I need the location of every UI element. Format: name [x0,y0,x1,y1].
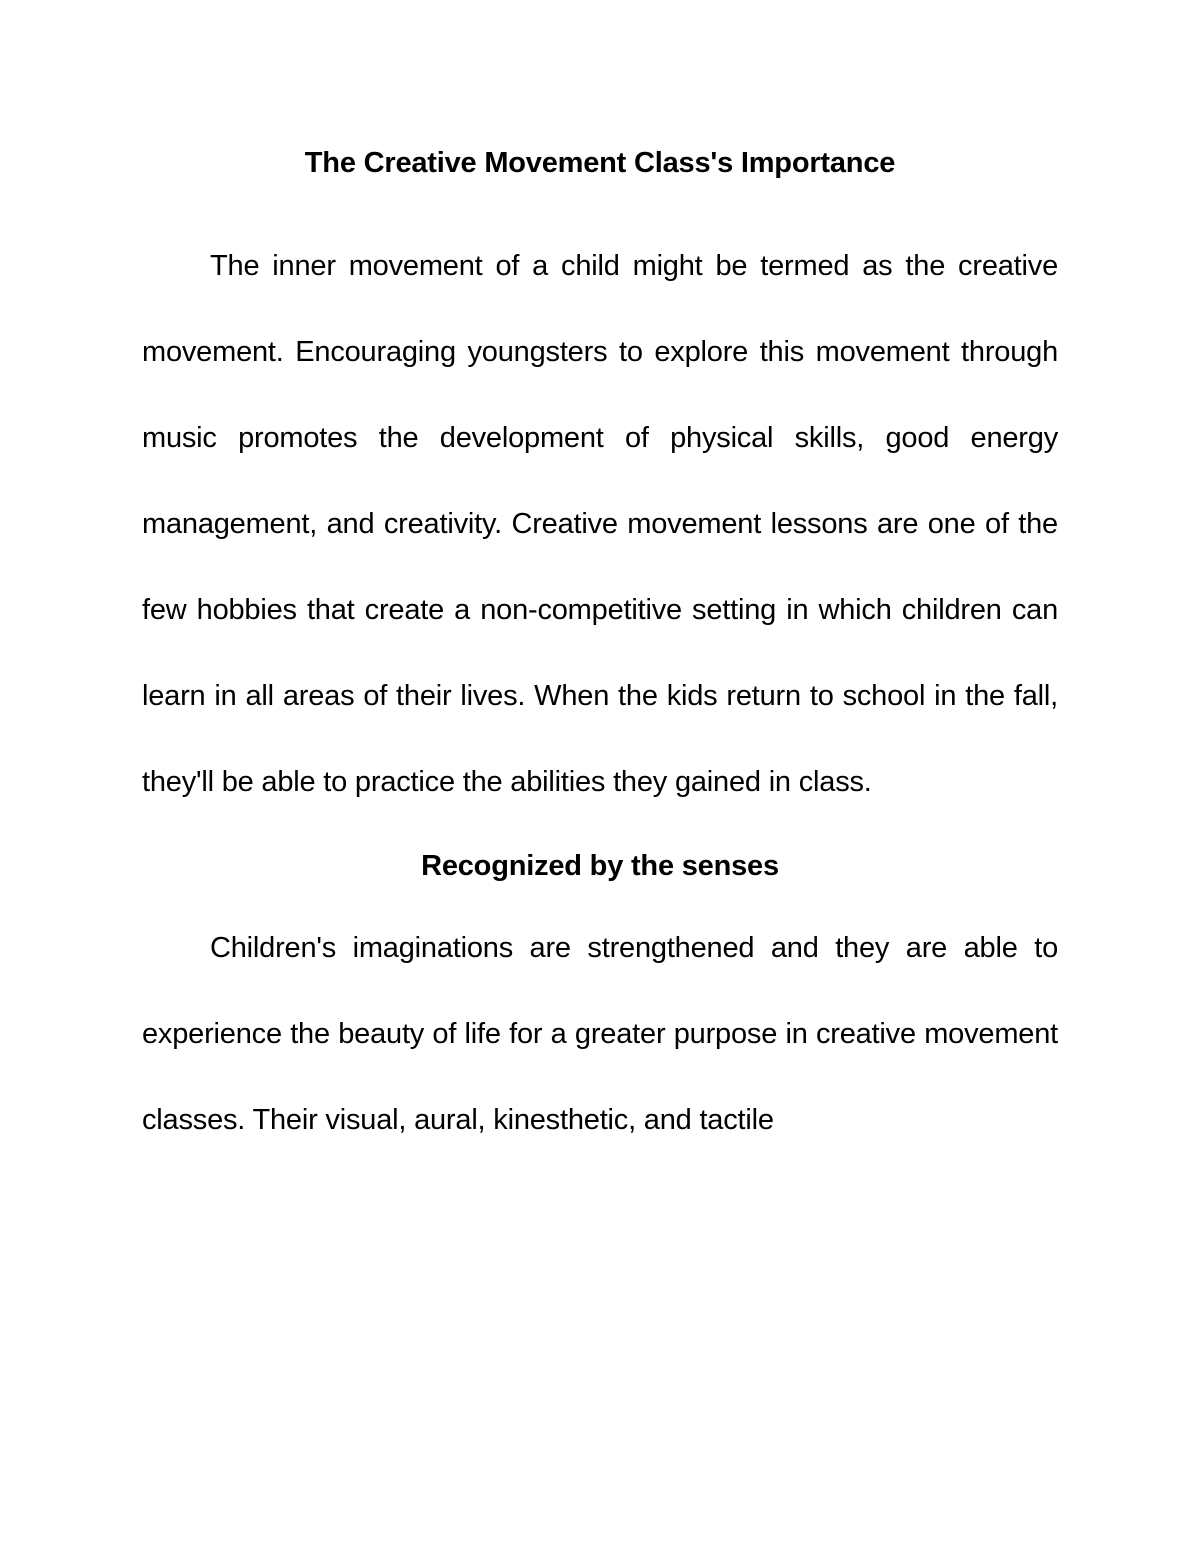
section-heading: Recognized by the senses [421,850,779,882]
document-title: The Creative Movement Class's Importance [304,147,896,179]
document-content [142,142,1058,1163]
paragraph-2: Children's imaginations are strengthened and they are able to experience the beauty of life for a greater purpose in creative movement classes. Their visual, aural, kinesthetic, and tactile [142,932,1058,1136]
paragraph-1: The inner movement of a child might be termed as the creative movement. Encouraging youngsters to explore this movement through music promotes the development of physical skills, good energy management, and creativity. Creative movement lessons are one of the few hobbies that create a non-competitive setting in which children can learn in all areas of their lives. When the kids return to school in the fall, they'll be able to practice the abilities they gained in class. [142,250,1058,798]
